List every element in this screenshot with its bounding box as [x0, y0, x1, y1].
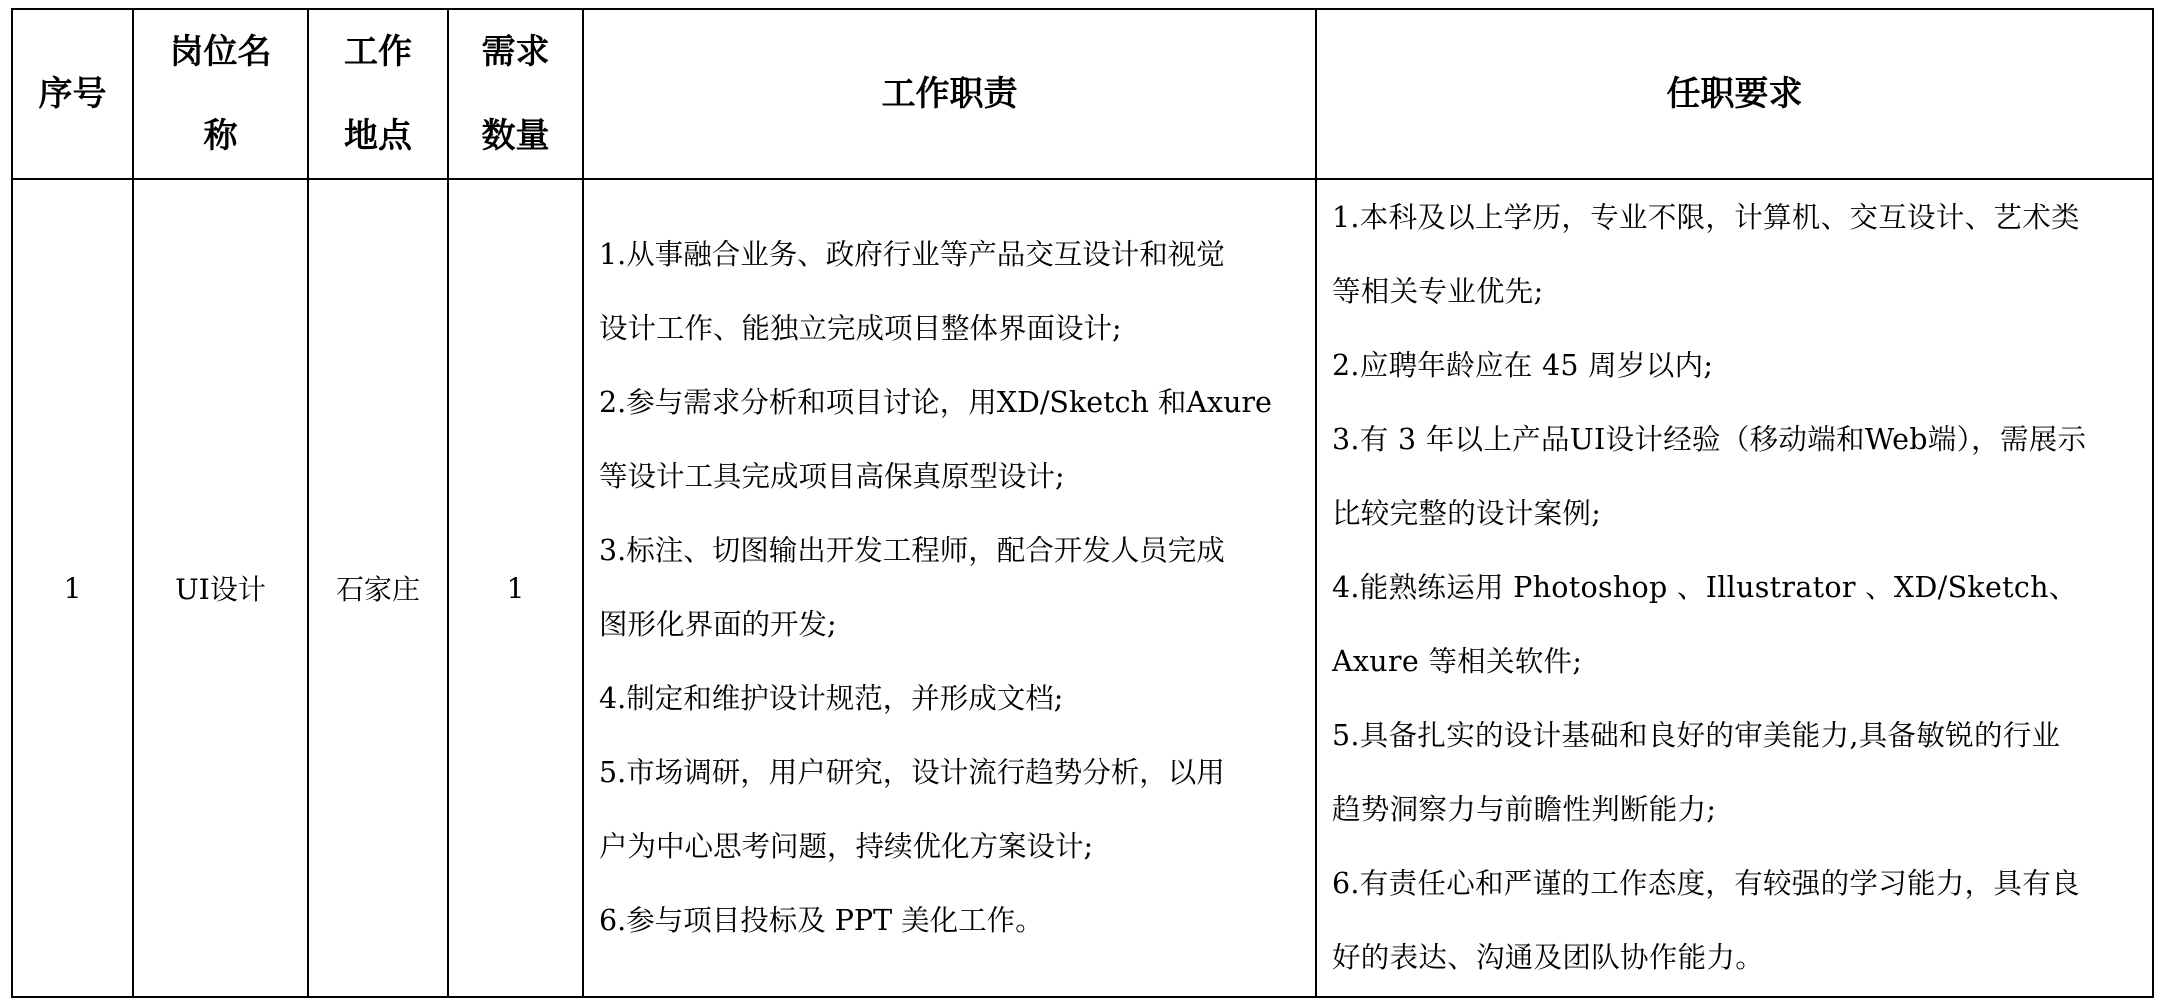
requirements-line: Axure 等相关软件;: [1332, 645, 1583, 678]
requirements-list: [1317, 181, 2152, 995]
header-location-line2: 地点: [344, 116, 412, 156]
header-duties: 工作职责: [583, 9, 1316, 179]
requirements-line: 趋势洞察力与前瞻性判断能力;: [1332, 793, 1717, 826]
requirements-line: 6.有责任心和严谨的工作态度，有较强的学习能力，具有良: [1332, 867, 2080, 900]
duties-line: 3.标注、切图输出开发工程师，配合开发人员完成: [599, 534, 1225, 567]
header-location: [308, 9, 448, 179]
row-duties: [583, 179, 1316, 997]
duties-line: 1.从事融合业务、政府行业等产品交互设计和视觉: [599, 238, 1225, 271]
header-position-line2: 称: [203, 116, 238, 156]
header-quantity: [448, 9, 583, 179]
duties-line: 2.参与需求分析和项目讨论，用XD/Sketch 和Axure: [599, 386, 1272, 419]
duties-line: 设计工作、能独立完成项目整体界面设计;: [599, 312, 1122, 345]
header-index: 序号: [12, 9, 133, 179]
duties-line: 6.参与项目投标及 PPT 美化工作。: [599, 904, 1044, 937]
duties-line: 图形化界面的开发;: [599, 608, 837, 641]
row-requirements: [1316, 179, 2153, 997]
row-quantity: 1: [448, 179, 583, 997]
duties-line: 户为中心思考问题，持续优化方案设计;: [599, 830, 1094, 863]
requirements-line: 比较完整的设计案例;: [1332, 497, 1602, 530]
requirements-line: 好的表达、沟通及团队协作能力。: [1332, 941, 1765, 974]
table-row: [12, 179, 2153, 997]
requirements-line: 2.应聘年龄应在 45 周岁以内;: [1332, 349, 1714, 382]
row-location: 石家庄: [308, 179, 448, 997]
duties-line: 5.市场调研，用户研究，设计流行趋势分析，以用: [599, 756, 1225, 789]
requirements-line: 3.有 3 年以上产品UI设计经验（移动端和Web端），需展示: [1332, 423, 2087, 456]
duties-line: 等设计工具完成项目高保真原型设计;: [599, 460, 1065, 493]
requirements-line: 等相关专业优先;: [1332, 275, 1544, 308]
row-position: UI设计: [133, 179, 308, 997]
header-quantity-line1: 需求: [481, 32, 550, 72]
duties-list: [584, 218, 1315, 958]
recruitment-table: [11, 8, 2154, 998]
header-row: [12, 9, 2153, 179]
duties-line: 4.制定和维护设计规范，并形成文档;: [599, 682, 1064, 715]
requirements-line: 4.能熟练运用 Photoshop 、Illustrator 、XD/Sketch、: [1332, 571, 2078, 604]
header-position: [133, 9, 308, 179]
requirements-line: 1.本科及以上学历，专业不限，计算机、交互设计、艺术类: [1332, 201, 2080, 234]
header-location-line1: 工作: [344, 32, 412, 72]
header-quantity-line2: 数量: [481, 116, 550, 156]
header-position-line1: 岗位名: [169, 32, 272, 72]
row-index: 1: [12, 179, 133, 997]
requirements-line: 5.具备扎实的设计基础和良好的审美能力,具备敏锐的行业: [1332, 719, 2061, 752]
header-requirements: 任职要求: [1316, 9, 2153, 179]
